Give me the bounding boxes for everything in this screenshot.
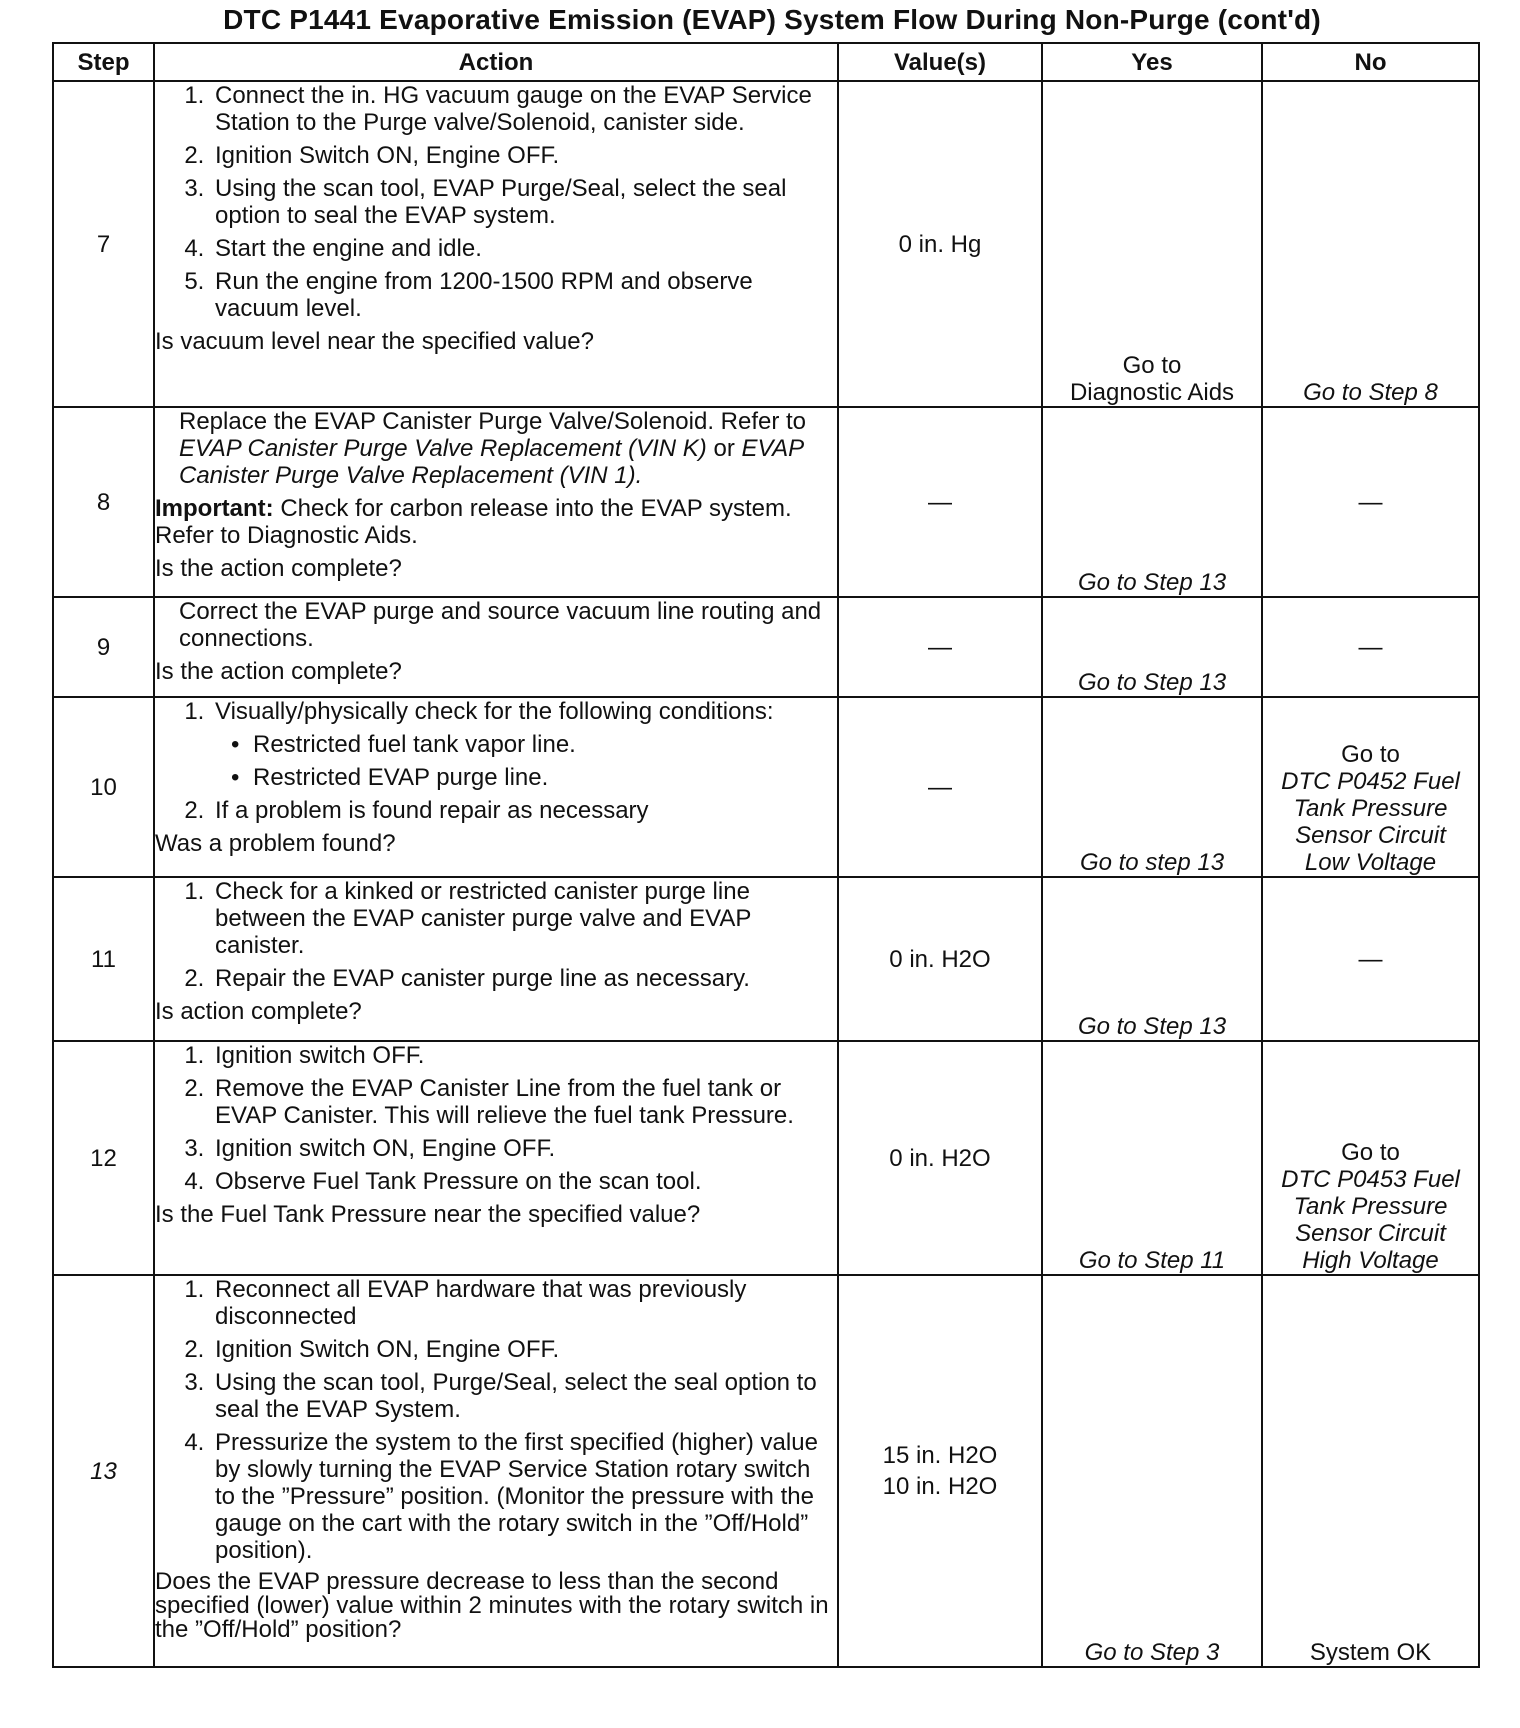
step-number: 9 bbox=[53, 597, 154, 697]
action-item: 2. Repair the EVAP canister purge line as necessary. bbox=[211, 965, 837, 992]
action-question: Does the EVAP pressure decrease to less than the second specified (lower) value within 2 minutes with the rotary switch in the ”Off/Hold” position? bbox=[155, 1568, 829, 1643]
action-item: 3. Ignition switch ON, Engine OFF. bbox=[211, 1135, 837, 1162]
reference-link[interactable]: EVAP Canister Purge Valve Replacement (VIN 1). bbox=[179, 435, 804, 489]
yes-cell: Go to Step 13 bbox=[1042, 407, 1262, 597]
header-action: Action bbox=[154, 43, 838, 81]
action-list bbox=[155, 878, 837, 992]
yes-cell: Go to Step 13 bbox=[1042, 597, 1262, 697]
no-line: Go to bbox=[1341, 1139, 1400, 1166]
step-number: 13 bbox=[53, 1275, 154, 1667]
value-cell: 0 in. Hg bbox=[838, 81, 1042, 407]
action-item bbox=[211, 698, 837, 791]
action-item: 1. Connect the in. HG vacuum gauge on the EVAP Service Station to the Purge valve/Solenoid, canister side. bbox=[211, 82, 837, 136]
no-cell: — bbox=[1262, 597, 1479, 697]
value-cell: — bbox=[838, 597, 1042, 697]
action-text bbox=[155, 408, 837, 489]
action-item: 1. Reconnect all EVAP hardware that was previously disconnected bbox=[211, 1276, 837, 1330]
no-cell: — bbox=[1262, 407, 1479, 597]
table-row bbox=[53, 407, 1479, 597]
action-question: Is action complete? bbox=[155, 998, 362, 1025]
action-cell bbox=[154, 697, 838, 877]
step-number: 12 bbox=[53, 1041, 154, 1275]
header-step: Step bbox=[53, 43, 154, 81]
step-number: 11 bbox=[53, 877, 154, 1041]
no-line: Sensor Circuit bbox=[1295, 1220, 1446, 1247]
action-item-text: Visually/physically check for the following conditions: bbox=[215, 698, 774, 725]
no-cell: Go to Step 8 bbox=[1262, 81, 1479, 407]
no-line: Go to bbox=[1341, 741, 1400, 768]
diagnostic-table bbox=[52, 42, 1480, 1668]
action-cell bbox=[154, 1041, 838, 1275]
value-line: 15 in. H2O bbox=[882, 1442, 998, 1469]
action-question: Is the action complete? bbox=[155, 555, 402, 582]
no-line: DTC P0452 Fuel bbox=[1281, 768, 1460, 795]
action-cell bbox=[154, 407, 838, 597]
action-item: 3. Using the scan tool, Purge/Seal, select the seal option to seal the EVAP System. bbox=[211, 1369, 837, 1423]
no-cell bbox=[1262, 697, 1479, 877]
action-item: 4. Start the engine and idle. bbox=[211, 235, 837, 262]
header-no: No bbox=[1262, 43, 1479, 81]
important-note bbox=[155, 495, 837, 549]
action-item: 1. Ignition switch OFF. bbox=[211, 1042, 837, 1069]
table-row bbox=[53, 597, 1479, 697]
action-item: 2. Ignition Switch ON, Engine OFF. bbox=[211, 142, 837, 169]
yes-cell: Go to Step 3 bbox=[1042, 1275, 1262, 1667]
no-line: Low Voltage bbox=[1304, 849, 1437, 876]
action-item: 2. If a problem is found repair as necessary bbox=[211, 797, 837, 824]
value-cell: 0 in. H2O bbox=[838, 1041, 1042, 1275]
important-text: Check for carbon release into the EVAP system. Refer to Diagnostic Aids. bbox=[155, 495, 792, 549]
no-line: Tank Pressure bbox=[1293, 1193, 1448, 1220]
step-number: 10 bbox=[53, 697, 154, 877]
value-cell bbox=[838, 1275, 1042, 1667]
table-row bbox=[53, 877, 1479, 1041]
yes-cell bbox=[1042, 81, 1262, 407]
action-text-part: Replace the EVAP Canister Purge Valve/Solenoid. Refer to bbox=[179, 408, 807, 435]
table-row bbox=[53, 81, 1479, 407]
action-item: 4. Pressurize the system to the first specified (higher) value by slowly turning the EVAP Service Station rotary switch to the ”Pressure” position. (Monitor the pressure with the gauge on the cart with the rotary switch in the ”Off/Hold” position). bbox=[211, 1429, 837, 1564]
header-yes: Yes bbox=[1042, 43, 1262, 81]
no-line: Tank Pressure bbox=[1293, 795, 1448, 822]
important-label: Important: bbox=[155, 495, 274, 522]
action-question: Is the action complete? bbox=[155, 658, 402, 685]
condition-item: • Restricted EVAP purge line. bbox=[249, 764, 837, 791]
action-question: Was a problem found? bbox=[155, 830, 396, 857]
yes-cell: Go to Step 13 bbox=[1042, 877, 1262, 1041]
action-text: Correct the EVAP purge and source vacuum line routing and connections. bbox=[179, 598, 822, 652]
action-list bbox=[155, 1042, 837, 1195]
no-line: High Voltage bbox=[1302, 1247, 1439, 1274]
action-list bbox=[155, 1276, 837, 1564]
yes-cell: Go to Step 11 bbox=[1042, 1041, 1262, 1275]
action-item: 5. Run the engine from 1200-1500 RPM and observe vacuum level. bbox=[211, 268, 837, 322]
action-question: Is the Fuel Tank Pressure near the specified value? bbox=[155, 1201, 701, 1228]
action-list bbox=[155, 698, 837, 824]
reference-link[interactable]: EVAP Canister Purge Valve Replacement (VIN K) bbox=[179, 435, 707, 462]
header-row bbox=[53, 43, 1479, 81]
action-question: Is vacuum level near the specified value? bbox=[155, 328, 594, 355]
no-cell bbox=[1262, 1041, 1479, 1275]
action-cell bbox=[154, 877, 838, 1041]
condition-item: • Restricted fuel tank vapor line. bbox=[249, 731, 837, 758]
action-item: 1. Check for a kinked or restricted canister purge line between the EVAP canister purge valve and EVAP canister. bbox=[211, 878, 837, 959]
yes-cell: Go to step 13 bbox=[1042, 697, 1262, 877]
action-cell bbox=[154, 597, 838, 697]
step-number: 7 bbox=[53, 81, 154, 407]
action-item: 2. Ignition Switch ON, Engine OFF. bbox=[211, 1336, 837, 1363]
value-line: 10 in. H2O bbox=[882, 1473, 998, 1500]
table-row bbox=[53, 1275, 1479, 1667]
action-item: 2. Remove the EVAP Canister Line from the fuel tank or EVAP Canister. This will relieve the fuel tank Pressure. bbox=[211, 1075, 837, 1129]
action-text-part: or bbox=[713, 435, 735, 462]
no-line: DTC P0453 Fuel bbox=[1281, 1166, 1460, 1193]
action-list bbox=[155, 82, 837, 322]
value-cell: — bbox=[838, 697, 1042, 877]
no-line: Sensor Circuit bbox=[1295, 822, 1446, 849]
condition-list bbox=[215, 731, 837, 791]
page-title: DTC P1441 Evaporative Emission (EVAP) System Flow During Non-Purge (cont'd) bbox=[223, 4, 1321, 35]
table-row bbox=[53, 697, 1479, 877]
value-cell: 0 in. H2O bbox=[838, 877, 1042, 1041]
value-cell: — bbox=[838, 407, 1042, 597]
step-number: 8 bbox=[53, 407, 154, 597]
yes-line: Go to bbox=[1122, 352, 1182, 379]
action-cell bbox=[154, 81, 838, 407]
yes-line: Diagnostic Aids bbox=[1069, 379, 1235, 406]
action-item: 4. Observe Fuel Tank Pressure on the scan tool. bbox=[211, 1168, 837, 1195]
header-values: Value(s) bbox=[838, 43, 1042, 81]
no-cell: — bbox=[1262, 877, 1479, 1041]
action-cell bbox=[154, 1275, 838, 1667]
action-item: 3. Using the scan tool, EVAP Purge/Seal, select the seal option to seal the EVAP system. bbox=[211, 175, 837, 229]
table-row bbox=[53, 1041, 1479, 1275]
no-cell: System OK bbox=[1262, 1275, 1479, 1667]
